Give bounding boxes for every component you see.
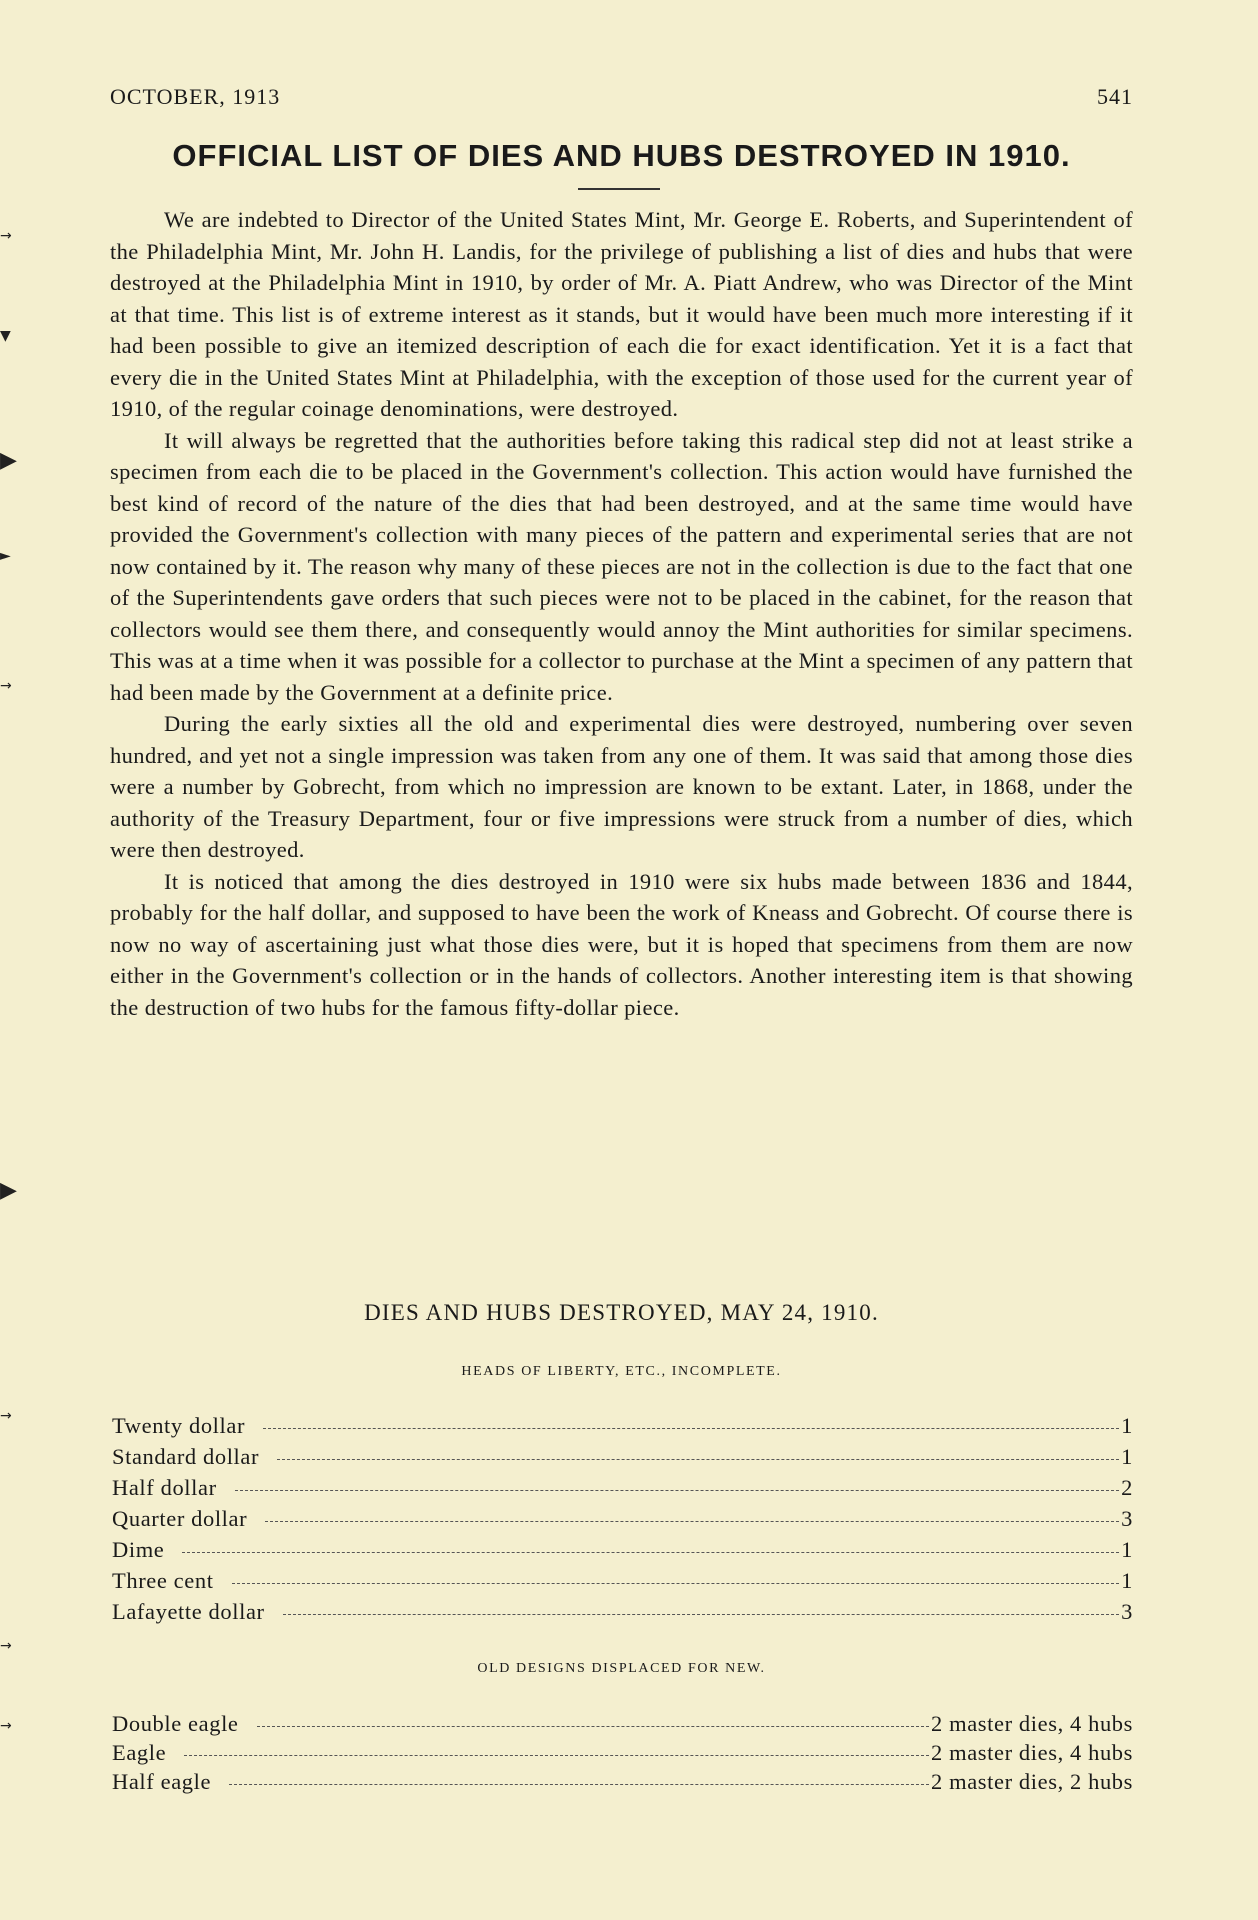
row-value: 2 master dies, 4 hubs — [931, 1740, 1133, 1765]
table-row — [112, 1711, 1133, 1740]
margin-mark-icon: ▼ — [0, 328, 11, 344]
row-label: Standard dollar — [112, 1444, 260, 1469]
table-row — [112, 1444, 1133, 1475]
row-value: 2 — [1121, 1475, 1133, 1500]
page-number: 541 — [1097, 84, 1133, 109]
dot-leader — [182, 1552, 1119, 1553]
table-row — [112, 1475, 1133, 1506]
row-label: Half dollar — [112, 1475, 217, 1500]
table-row — [112, 1769, 1133, 1798]
table-row — [112, 1506, 1133, 1537]
row-label: Half eagle — [112, 1769, 212, 1794]
margin-mark-icon: → — [0, 228, 12, 244]
dies-list-incomplete — [112, 1413, 1133, 1630]
table-row — [112, 1537, 1133, 1568]
margin-mark-icon: ▶ — [0, 448, 17, 473]
table-row — [112, 1740, 1133, 1769]
dot-leader — [232, 1583, 1120, 1584]
dot-leader — [235, 1490, 1119, 1491]
margin-mark-icon: → — [0, 1718, 12, 1734]
dot-leader — [283, 1614, 1119, 1615]
row-value: 1 — [1121, 1413, 1133, 1438]
row-label: Quarter dollar — [112, 1506, 248, 1531]
title-divider — [578, 188, 660, 190]
row-value: 1 — [1121, 1537, 1133, 1562]
dot-leader — [184, 1755, 929, 1756]
row-label: Twenty dollar — [112, 1413, 246, 1438]
row-label: Eagle — [112, 1740, 167, 1765]
margin-mark-icon: ▶ — [0, 1178, 17, 1203]
margin-mark-icon: → — [0, 1408, 12, 1424]
row-label: Three cent — [112, 1568, 214, 1593]
dies-list-old-designs — [112, 1711, 1133, 1798]
section-heading-heads-of-liberty: HEADS OF LIBERTY, ETC., INCOMPLETE. — [461, 1364, 782, 1379]
dot-leader — [263, 1428, 1119, 1429]
dot-leader — [229, 1784, 929, 1785]
paragraph-1: We are indebted to Director of the United States Mint, Mr. George E. Roberts, and Superintendent of the Philadelphia Mint, Mr. John H. Landis, for the privilege of publishing a list of dies and hubs that were destroyed at the Philadelphia Mint in 1910, by order of Mr. A. Piatt Andrew, who was Director of the Mint at that time. This list is of extreme interest as it stands, but it would have been much more interesting if it had been possible to give an itemized description of each die for exact identification. Yet it is a fact that every die in the United States Mint at Philadelphia, with the exception of those used for the current year of 1910, of the regular coinage denominations, were destroyed. — [110, 207, 1133, 421]
margin-mark-icon: → — [0, 1638, 12, 1654]
row-label: Double eagle — [112, 1711, 239, 1736]
row-value: 2 master dies, 4 hubs — [931, 1711, 1133, 1736]
table-title: DIES AND HUBS DESTROYED, MAY 24, 1910. — [364, 1300, 879, 1325]
row-value: 2 master dies, 2 hubs — [931, 1769, 1133, 1794]
paragraph-4: It is noticed that among the dies destroyed in 1910 were six hubs made between 1836 and 1844, probably for the half dollar, and supposed to have been the work of Kneass and Gobrecht. Of course there is now no way of ascertaining just what those dies were, but it is hoped that specimens from them are now either in the Government's collection or in the hands of collectors. Another interesting item is that showing the destruction of two hubs for the famous fifty-dollar piece. — [110, 868, 1133, 1020]
row-value: 1 — [1121, 1568, 1133, 1593]
section-heading-old-designs: OLD DESIGNS DISPLACED FOR NEW. — [477, 1661, 766, 1676]
table-row — [112, 1413, 1133, 1444]
article-body — [110, 204, 1133, 1023]
table-row — [112, 1599, 1133, 1630]
paragraph-2: It will always be regretted that the authorities before taking this radical step did not at least strike a specimen from each die to be placed in the Government's collection. This action would have furnished the best kind of record of the nature of the dies that had been destroyed, and at the same time would have provided the Government's collection with many pieces of the pattern and experimental series that are not now contained by it. The reason why many of these pieces are not in the collection is due to the fact that one of the Superintendents gave orders that such pieces were not to be placed in the cabinet, for the reason that collectors would see them there, and consequently would annoy the Mint authorities for similar specimens. This was at a time when it was possible for a collector to purchase at the Mint a specimen of any pattern that had been made by the Government at a definite price. — [110, 427, 1133, 705]
dot-leader — [277, 1459, 1119, 1460]
dot-leader — [265, 1521, 1119, 1522]
row-value: 3 — [1121, 1599, 1133, 1624]
row-label: Dime — [112, 1537, 165, 1562]
table-row — [112, 1568, 1133, 1599]
margin-mark-icon: ► — [0, 548, 11, 564]
paragraph-3: During the early sixties all the old and experimental dies were destroyed, numbering over seven hundred, and yet not a single impression was taken from any one of them. It was said that among those dies were a number by Gobrecht, from which no impression are known to be extant. Later, in 1868, under the authority of the Treasury Department, four or five impressions were struck from a number of dies, which were then destroyed. — [110, 711, 1133, 862]
row-value: 3 — [1121, 1506, 1133, 1531]
row-label: Lafayette dollar — [112, 1599, 265, 1624]
dot-leader — [257, 1726, 930, 1727]
article-title: OFFICIAL LIST OF DIES AND HUBS DESTROYED IN 1910. — [172, 138, 1071, 173]
running-header — [110, 84, 1133, 110]
header-date: OCTOBER, 1913 — [110, 84, 281, 109]
margin-mark-icon: → — [0, 678, 12, 694]
row-value: 1 — [1121, 1444, 1133, 1469]
